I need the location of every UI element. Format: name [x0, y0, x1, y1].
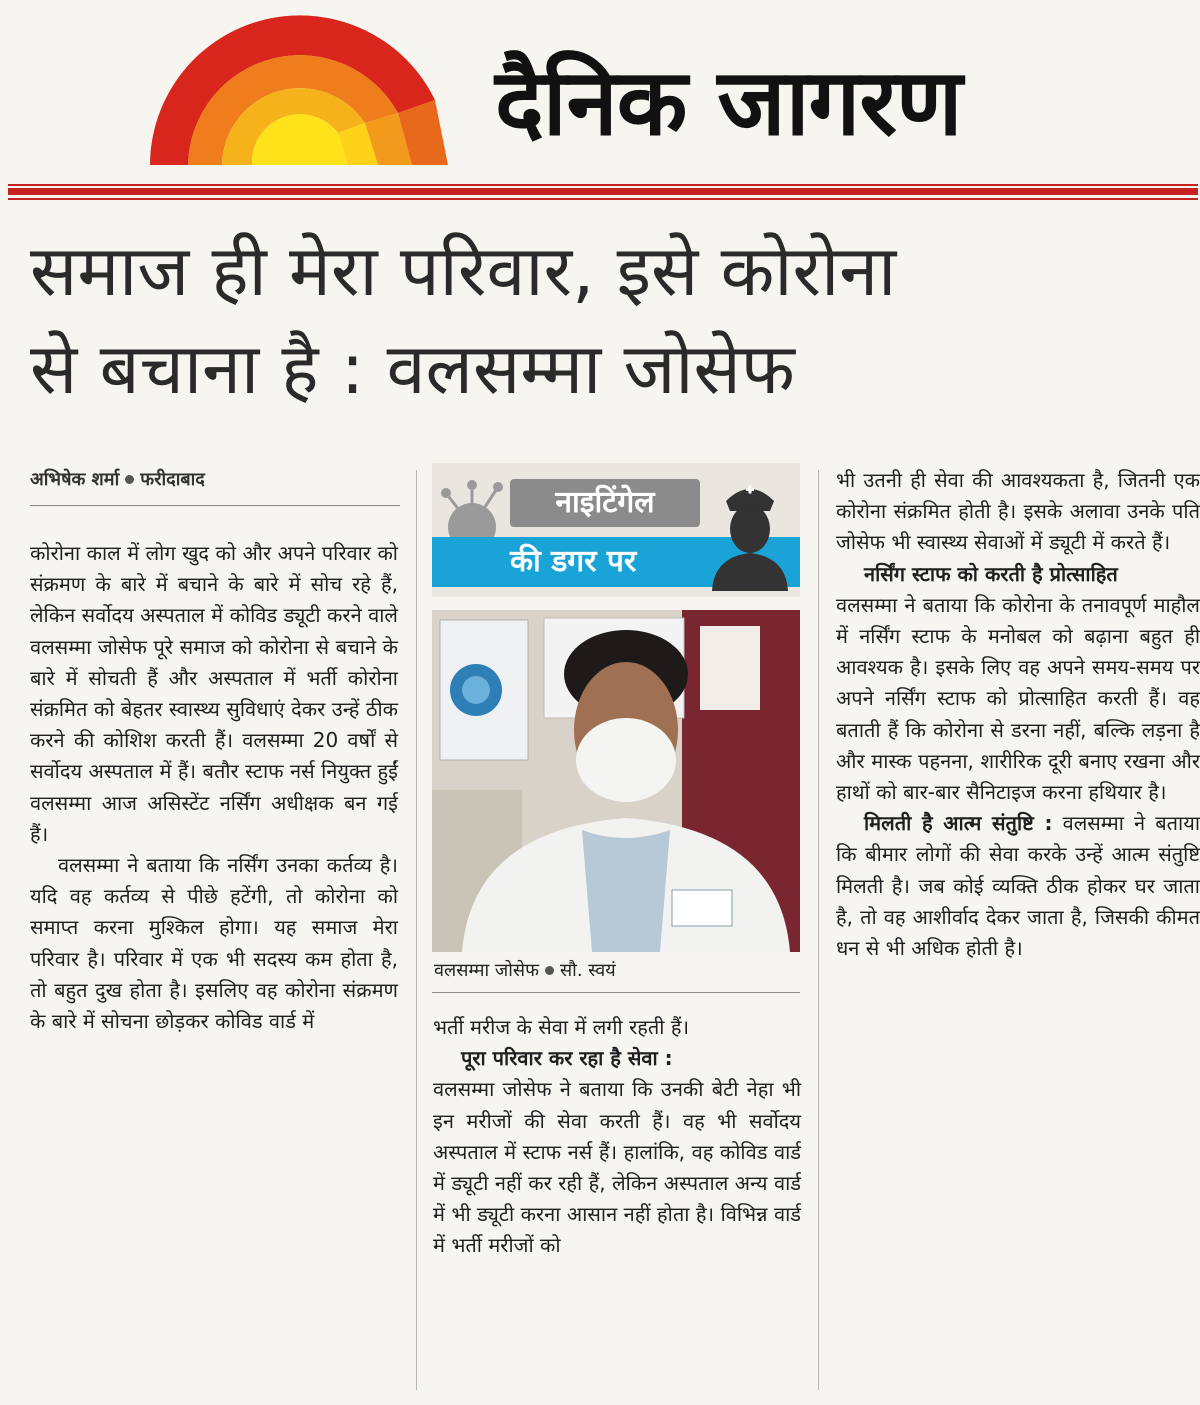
caption-name: वलसम्मा जोसेफ [434, 960, 539, 981]
portrait-photo [432, 610, 800, 952]
headline-line-1: समाज ही मेरा परिवार, इसे कोरोना [30, 230, 897, 312]
column-divider [416, 470, 417, 1390]
photo-caption [434, 958, 616, 982]
column-3-subhead-2: मिलती है आत्म संतुष्टि : [864, 811, 1053, 836]
column-divider [818, 470, 819, 1390]
column-1-paragraph-2: वलसम्मा ने बताया कि नर्सिंग उनका कर्तव्य है। यदि वह कर्तव्य से पीछे हटेंगी, तो कोरोना को समाप्त करना मुश्किल होगा। यह समाज मेरा परिवार है। परिवार में एक भी सदस्य कम होता है, तो बहुत दुख होता है। इसलिए वह कोरोना संक्रमण के बारे में सोचना छोड़कर कोविड वार्ड में [30, 853, 398, 1034]
byline-author: अभिषेक शर्मा [30, 469, 120, 490]
masthead-rule-bottom [8, 198, 1198, 200]
headline-line-2: से बचाना है : वलसम्मा जोसेफ [30, 328, 795, 410]
rising-sun-logo-icon [150, 15, 450, 165]
article-column-3 [836, 465, 1200, 964]
column-1-paragraph-1: कोरोना काल में लोग खुद को और अपने परिवार को संक्रमण के बारे में बचाने के बारे में सोच रहे हैं, लेकिन सर्वोदय अस्पताल में कोविड ड्यूटी करने वाले वलसम्मा जोसेफ पूरे समाज को कोरोना से बचाने के बारे में सोचती हैं और अस्पताल में भर्ती कोरोना संक्रमित को बेहतर स्वास्थ्य सुविधाएं देकर उन्हें ठीक करने की कोशिश करती हैं। वलसम्मा 20 वर्षों से सर्वोदय अस्पताल में हैं। बतौर स्टाफ नर्स नियुक्त हुईं वलसम्मा आज असिस्टेंट नर्सिंग अधीक्षक बन गई हैं। [30, 541, 398, 846]
column-3-paragraph-1: भी उतनी ही सेवा की आवश्यकता है, जितनी एक कोरोना संक्रमित होती है। इसके अलावा उनके पति जोसेफ भी स्वास्थ्य सेवाओं में ड्यूटी में करते हैं। [836, 468, 1200, 555]
headline [30, 222, 1180, 418]
bullet-icon [125, 475, 134, 484]
masthead-rule-top [8, 184, 1198, 186]
masthead-rule-thick [8, 188, 1198, 195]
feature-banner [432, 463, 800, 597]
nurse-silhouette-icon [704, 471, 796, 591]
column-3-paragraph-3: वलसम्मा ने बताया कि बीमार लोगों की सेवा करके उन्हें आत्म संतुष्टि मिलती है। जब कोई व्यक्ति ठीक होकर घर जाता है, तो वह आशीर्वाद देकर जाता है, जिसकी कीमत धन से भी अधिक होती है। [836, 811, 1200, 961]
newspaper-name: दैनिक जागरण [495, 49, 962, 156]
bullet-icon [545, 966, 554, 975]
column-3-subhead-1: नर्सिंग स्टाफ को करती है प्रोत्साहित [864, 561, 1118, 586]
column-2-paragraph-2: वलसम्मा जोसेफ ने बताया कि उनकी बेटी नेहा भी इन मरीजों की सेवा करती हैं। वह भी सर्वोदय अस्पताल में स्टाफ नर्स हैं। हालांकि, वह कोविड वार्ड में ड्यूटी नहीं कर रही हैं, लेकिन अस्पताल अन्य वार्ड में भी ड्यूटी करना आसान नहीं होता है। विभिन्न वार्ड में भर्ती मरीजों को [433, 1077, 801, 1258]
caption-credit: सौ. स्वयं [559, 960, 616, 981]
caption-divider [432, 992, 800, 993]
byline-place: फरीदाबाद [140, 469, 205, 490]
feature-title-line-1: नाइटिंगेल [510, 479, 700, 527]
column-2-paragraph-1: भर्ती मरीज के सेवा में लगी रहती हैं। [433, 1015, 690, 1039]
masthead [0, 0, 1200, 185]
column-3-paragraph-2: वलसम्मा ने बताया कि कोरोना के तनावपूर्ण माहौल में नर्सिंग स्टाफ के मनोबल को बढ़ाना बहुत ही आवश्यक है। इसके लिए वह अपने समय-समय पर अपने नर्सिंग स्टाफ को प्रोत्साहित करती हैं। वह बताती हैं कि कोरोना से डरना नहीं, बल्कि लड़ना है और मास्क पहनना, शारीरिक दूरी बनाए रखना और हाथों को बार-बार सैनिटाइज करना हथियार है। [836, 592, 1200, 805]
feature-title-line-2: की डगर पर [510, 544, 637, 579]
article-column-1 [30, 538, 398, 1037]
byline [30, 467, 205, 491]
column-2-subhead: पूरा परिवार कर रहा है सेवा : [461, 1046, 673, 1071]
article-column-2 [433, 1012, 801, 1262]
byline-divider [30, 505, 400, 506]
